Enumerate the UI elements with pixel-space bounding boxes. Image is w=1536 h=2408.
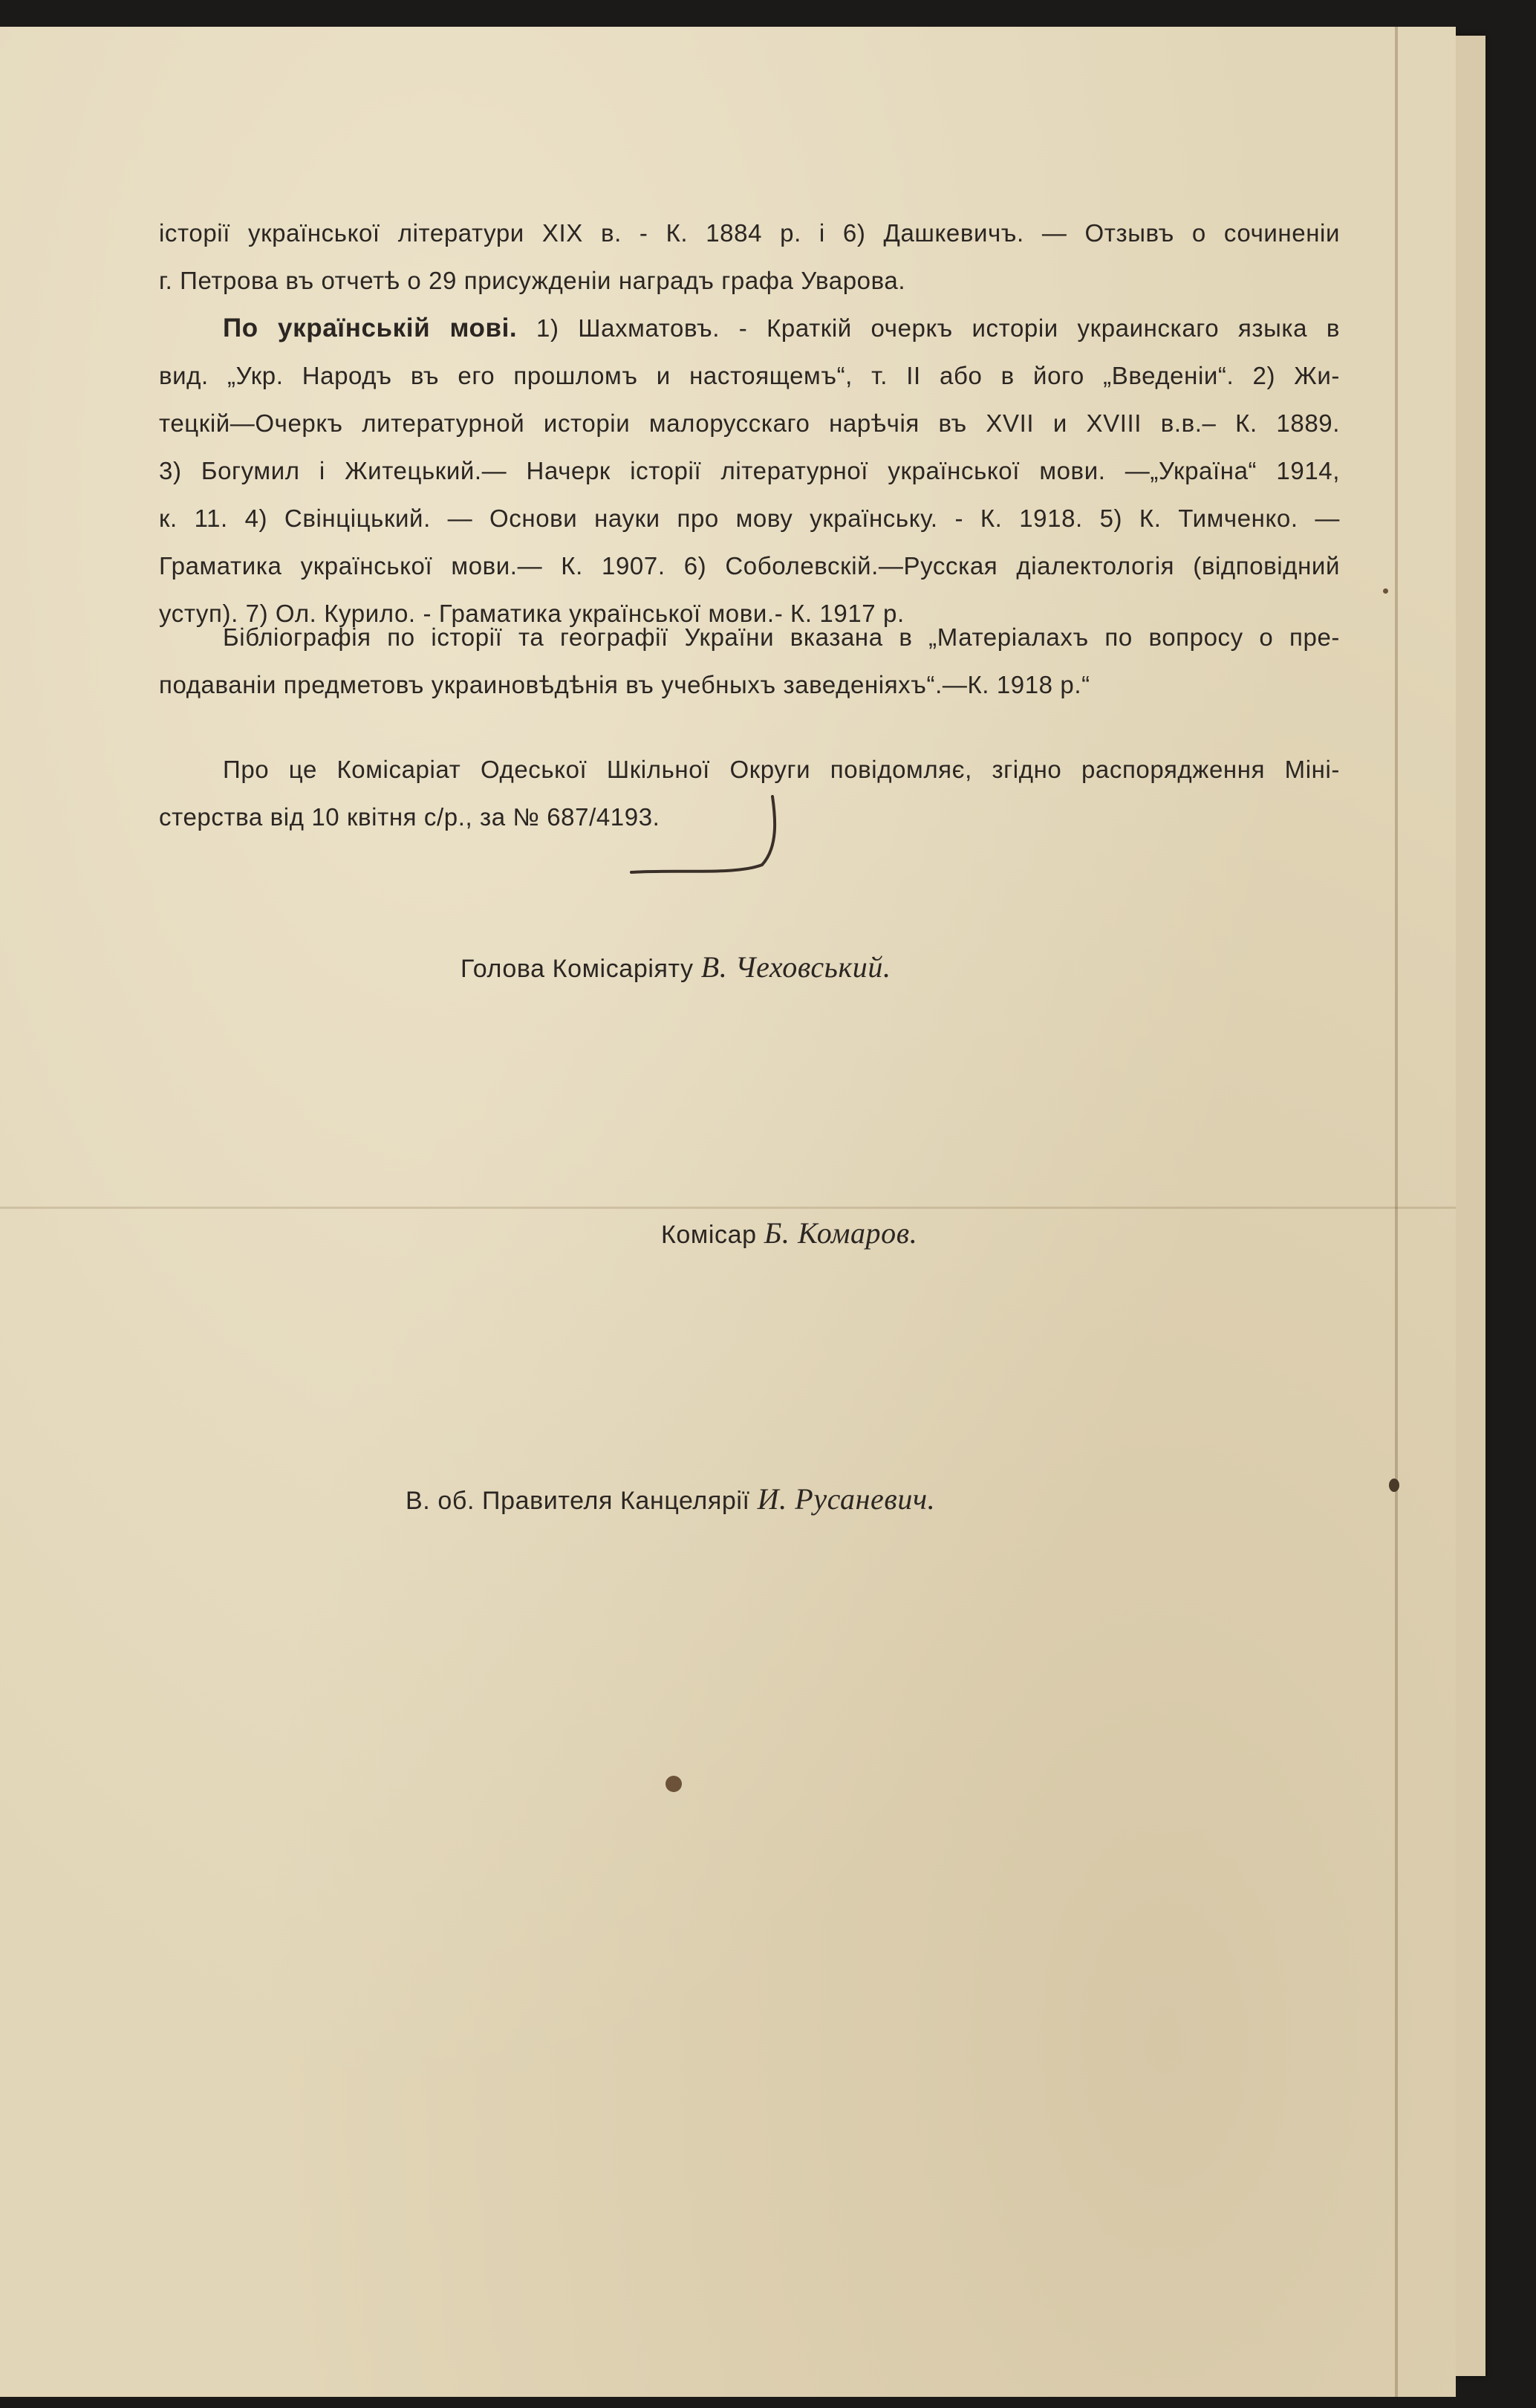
text-line: стерства від 10 квітня с/р., за № 687/4193. bbox=[159, 803, 660, 831]
text-line: подаваніи предметовъ украиновѣдѣнія въ учебныхъ заведеніяхъ“.—К. 1918 р.“ bbox=[159, 671, 1090, 698]
text-line: Граматика української мови.— К. 1907. 6) Соболевскій.—Русская діалектологія (відповідний bbox=[159, 552, 1340, 580]
signature-title: Комісар bbox=[661, 1221, 757, 1249]
text-line: 3) Богумил і Житецький.— Начерк історії літературної української мови. —„Україна“ 1914, bbox=[159, 457, 1340, 484]
signature-commissar bbox=[661, 1216, 917, 1250]
text-line: історії української літератури XIX в. - К. 1884 р. і 6) Дашкевичъ. — Отзывъ о сочиненіи bbox=[159, 219, 1340, 247]
signature-title: Голова Комісаріяту bbox=[461, 955, 694, 983]
signature-head bbox=[461, 950, 891, 984]
signature-chancellery bbox=[406, 1482, 935, 1516]
paper-stain bbox=[666, 1776, 682, 1792]
signature-name: В. Чеховський. bbox=[700, 950, 891, 984]
text-line: уступ). 7) Ол. Курило. - Граматика української мови.- К. 1917 р. bbox=[159, 600, 905, 627]
section-heading: По українській мові. bbox=[223, 314, 518, 343]
text-line: к. 11. 4) Свінціцький. — Основи науки про мову українську. - К. 1918. 5) К. Тимченко. — bbox=[159, 504, 1340, 532]
text-line: тецкій—Очеркъ литературной исторіи малорусскаго нарѣчія въ XVII и XVIII в.в.– К. 1889. bbox=[159, 409, 1340, 437]
signature-name: И. Русаневич. bbox=[757, 1482, 936, 1516]
pen-mark bbox=[616, 788, 787, 884]
page-fold bbox=[0, 1207, 1456, 1209]
signature-title: В. об. Правителя Канцелярії bbox=[406, 1487, 750, 1515]
text-line: г. Петрова въ отчетѣ о 29 присужденіи наградъ графа Уварова. bbox=[159, 267, 906, 294]
paragraph-literature bbox=[159, 210, 1340, 305]
paper-stain bbox=[1383, 588, 1388, 594]
page-edge bbox=[1395, 27, 1398, 2397]
paragraph-bibliography bbox=[159, 614, 1340, 709]
text-span: 1) Шахматовъ. - Краткій очеркъ исторіи украинскаго языка в bbox=[536, 314, 1340, 342]
text-line: вид. „Укр. Народъ въ его прошломъ и настоящемъ“, т. II або в його „Введеніи“. 2) Жи- bbox=[159, 362, 1340, 389]
paragraph-language bbox=[159, 305, 1340, 637]
text-line: Про це Комісаріат Одеської Шкільної Округи повідомляє, згідно распорядження Міні- bbox=[223, 756, 1340, 783]
text-line bbox=[159, 305, 1340, 352]
signature-name: Б. Комаров. bbox=[764, 1216, 918, 1250]
paper-stain bbox=[1389, 1479, 1399, 1492]
text-line: Бібліографія по історії та географії України вказана в „Матеріалахъ по вопросу о пре- bbox=[223, 623, 1340, 651]
